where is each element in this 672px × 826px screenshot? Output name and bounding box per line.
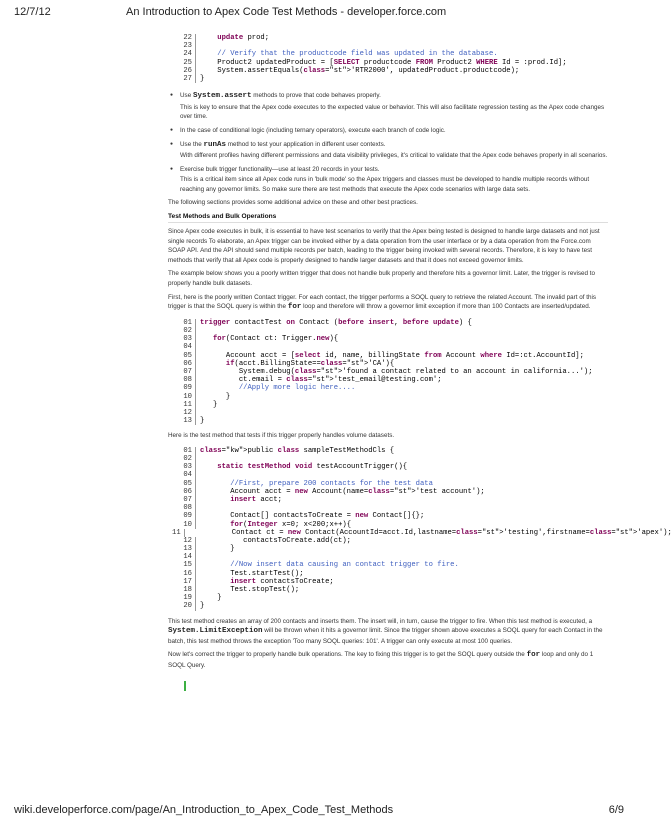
code-line [172,376,608,384]
bullet-text: Use [180,92,193,100]
code-text: } [200,545,235,554]
line-number: 04 [172,471,196,479]
bullet-list [168,91,608,194]
code-line [172,528,672,537]
paragraph-following: The following sections provides some additional advice on these and other best practices. [168,199,418,207]
code-line [172,463,608,471]
code-text: ct.email = class="st">'test_email@testing.com'; [200,376,442,385]
line-number: 14 [172,553,196,561]
line-number: 05 [172,352,196,360]
line-number: 02 [172,455,196,463]
code-text: Test.startTest(); [200,569,304,578]
line-number: 25 [172,59,196,67]
code-text [200,409,608,417]
code-text [200,327,608,335]
paragraph-bulk: Since Apex code executes in bulk, it is essential to have test scenarios to verify that the Apex being tested is designed to handle large datasets and not just single records To elaborate, an Apex trigger can be invoked either by a data operation from the user interface or by a data operation from the Force.com SOAP API. And the API should send multiple records per batch, leading to the trigger being invoked with several records. Therefore, it is key to have test methods that verify that all Apex code is properly designed to handle larger datasets and that it does not exceed governor limits. [168,228,600,264]
code-line [172,34,608,42]
code-text: // Verify that the productcode field was updated in the database. [200,50,498,59]
code-line [172,352,608,360]
page-title: An Introduction to Apex Code Test Methods - developer.force.com [126,6,447,18]
bullet-item [168,140,608,161]
code-line [172,384,608,392]
code-text: System.debug(class="st">'found a contact related to an account in california...'); [200,367,593,376]
code-text: } [200,602,205,611]
bullet-text: Use the [180,140,204,148]
line-number: 03 [172,335,196,343]
code-text: Contact ct = new Contact(AccountId=acct.Id,lastname=class="st">'testing',firstname=class="st">'apex'); [188,528,672,537]
code-text: Account acct = new Account(name=class="st">'test account'); [200,487,485,496]
line-number: 01 [172,319,196,327]
line-number: 18 [172,586,196,594]
print-date: 12/7/12 [14,6,51,18]
para-first-pre: First, here is the poorly written Contact trigger. For each contact, the trigger performs a SOQL query to retrieve the related Account. The invalid part of this trigger is that the SOQL query is within the [168,293,597,311]
line-number: 20 [172,602,196,610]
line-number: 11 [172,529,185,537]
code-line [172,42,608,50]
bullet-item [168,91,608,122]
article-content [168,28,672,691]
code-line [172,67,608,75]
code-text: Product2 updatedProduct = [SELECT productcode FROM Product2 WHERE Id = :prod.Id]; [200,58,567,67]
line-number: 26 [172,67,196,75]
line-number: 22 [172,34,196,42]
line-number: 06 [172,360,196,368]
line-number: 04 [172,343,196,351]
code-text: contactsToCreate.add(ct); [200,536,351,545]
bullet-item [168,126,608,136]
code-line [172,59,608,67]
para-creates-pre: This test method creates an array of 200 contacts and inserts them. The insert will, in turn, cause the trigger to fire. When this test method is executed, a [168,617,593,625]
code-text [200,455,608,463]
line-number: 16 [172,570,196,578]
code-text: } [200,74,205,83]
code-line [172,586,608,594]
code-line [172,537,608,545]
section-heading: Test Methods and Bulk Operations [168,213,608,223]
code-text: class="kw">public class sampleTestMethodCls { [200,446,395,455]
para-correct-mono: for [526,651,541,660]
code-text: if(acct.BillingState==class="st">'CA'){ [225,359,395,368]
code-text: for(Contact ct: Trigger.new){ [212,335,339,344]
line-number: 12 [172,537,196,545]
line-number: 01 [172,447,196,455]
code-text: for(Integer x=0; x<200;x++){ [230,520,352,529]
bullet-subtext: With different profiles having different permissions and data visibility privileges, it's critical to validate that the Apex code behaves properly in all scenarios. [180,152,608,160]
code-text [200,343,608,351]
code-line [172,75,608,83]
code-text: //First, prepare 200 contacts for the test data [200,479,433,488]
code-line [172,335,608,343]
para-correct-post: loop and only do 1 SOQL Query. [168,651,594,669]
code-line [172,50,608,58]
code-text: } [200,392,231,401]
code-line [172,393,608,401]
code-line [172,553,608,561]
code-line [172,561,608,569]
line-number: 05 [172,480,196,488]
code-text: } [200,400,218,409]
line-number: 09 [172,384,196,392]
code-line [172,401,608,409]
paragraph-first [168,293,608,313]
bullet-text: Exercise bulk trigger functionality—use at least 20 records in your tests. [180,165,380,173]
code-line [172,594,608,602]
paragraph-correct [168,650,608,670]
code-line [172,327,608,335]
line-number: 15 [172,561,196,569]
paragraph-example: The example below shows you a poorly written trigger that does not handle bulk properly and therefore hits a governor limit. Later, the trigger is revised to properly handle bulk datasets. [168,270,596,288]
code-text: } [200,417,205,426]
code-text: Contact[] contactsToCreate = new Contact[]{}; [200,512,425,521]
code-block-3 [172,446,672,611]
code-line [172,488,608,496]
line-number: 09 [172,512,196,520]
code-block-1 [172,34,608,83]
line-number: 02 [172,327,196,335]
code-line [172,471,608,479]
para-creates-mono: System.LimitException [168,627,263,636]
code-line [172,602,608,610]
code-text: System.assertEquals(class="st">'RTR2000', updatedProduct.productcode); [200,66,520,75]
bullet-code: runAs [203,140,226,149]
code-line [172,578,608,586]
line-number: 10 [172,521,196,529]
code-line [172,343,608,351]
code-line [172,570,608,578]
para-first-post: loop and therefore will throw a governor limit exception if more than 100 Contacts are inserted/updated. [301,303,591,311]
code-text: static testMethod void testAccountTrigger(){ [217,463,408,472]
line-number: 17 [172,578,196,586]
code-line [172,504,608,512]
code-block-2 [172,319,608,425]
code-text: } [200,594,222,603]
line-number: 12 [172,409,196,417]
bullet-subtext: This is key to ensure that the Apex code executes to the expected value or behavior. This will also facilitate regression testing as the Apex code changes over time. [180,103,605,121]
code-line [172,409,608,417]
page-url: wiki.developerforce.com/page/An_Introduction_to_Apex_Code_Test_Methods [14,804,394,816]
code-line [172,417,608,425]
code-line [172,496,608,504]
line-number: 13 [172,417,196,425]
code-line [172,545,608,553]
code-text: Account acct = [select id, name, billingState from Account where Id=:ct.AccountId]; [200,351,584,360]
para-first-mono: for [287,303,302,312]
line-number: 24 [172,50,196,58]
code-text: update prod; [217,34,270,42]
code-text: trigger contactTest on Contact (before insert, before update) { [200,318,472,327]
line-number: 23 [172,42,196,50]
code-line [172,368,608,376]
line-number: 03 [172,463,196,471]
paragraph-creates [168,617,608,647]
bullet-item [168,165,608,195]
code-text: //Now insert data causing an contact trigger to fire. [200,561,459,570]
para-creates-post: will be thrown when it hits a governor limit. Since the trigger shown above executes a SOQL query for each Contact in the batch, this test method throws the exception 'Too many SOQL queries: 101'. A trigger can only execute at most 100 queries. [168,627,603,645]
line-number: 07 [172,368,196,376]
code-text: //Apply more logic here.... [200,384,356,393]
code-text: Test.stopTest(); [200,586,300,595]
code-line [172,521,608,529]
code-line [172,512,608,520]
bullet-text-post: methods to prove that code behaves properly. [251,92,381,100]
code-text [200,504,608,512]
bullet-code: System.assert [192,92,252,101]
code-text: insert acct; [230,495,282,504]
paragraph-here: Here is the test method that tests if this trigger properly handles volume datasets. [168,432,395,440]
code-text [200,553,608,561]
bullet-text-post: method to test your application in different user contexts. [225,140,386,148]
line-number: 08 [172,504,196,512]
page-number: 6/9 [608,804,624,816]
line-number: 10 [172,393,196,401]
line-number: 07 [172,496,196,504]
code-start-marker [184,681,186,691]
line-number: 19 [172,594,196,602]
para-correct-pre: Now let's correct the trigger to properly handle bulk operations. The key to fixing this trigger is to get the SOQL query outside the [168,651,527,659]
line-number: 11 [172,401,196,409]
code-text [200,42,608,50]
line-number: 06 [172,488,196,496]
code-line [172,455,608,463]
code-text: insert contactsToCreate; [230,577,334,586]
code-line [172,319,608,327]
line-number: 08 [172,376,196,384]
line-number: 13 [172,545,196,553]
line-number: 27 [172,75,196,83]
code-text [200,471,608,479]
bullet-subtext: This is a critical item since all Apex code runs in 'bulk mode' so the Apex triggers and classes must be developed to handle multiple records without reaching any governor limits. So make sure there are test methods that execute the Apex code scenarios with large data sets. [180,176,590,193]
code-line [172,480,608,488]
code-line [172,360,608,368]
code-line [172,447,608,455]
bullet-text: In the case of conditional logic (including ternary operators), execute each branch of code logic. [180,126,446,134]
